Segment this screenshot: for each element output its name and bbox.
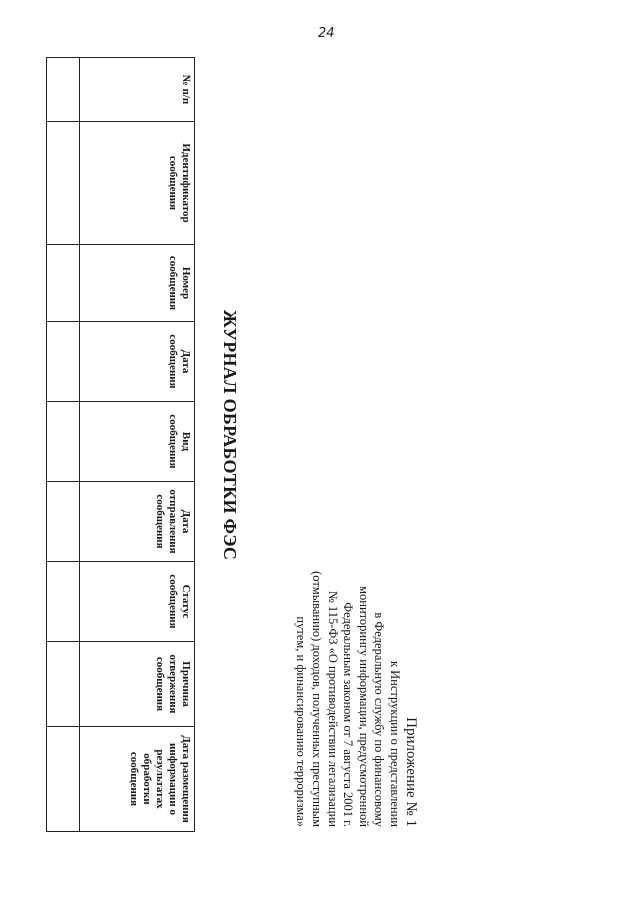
- table-cell: [47, 482, 80, 562]
- table-cell: [47, 402, 80, 482]
- column-header-send-date: Дата отправления сообщения: [80, 482, 195, 562]
- table-cell: [47, 245, 80, 322]
- appendix-line: к Инструкции о представлении: [388, 660, 402, 827]
- appendix-title: Приложение № 1: [403, 717, 419, 827]
- table-cell: [47, 322, 80, 402]
- table-cell: [47, 727, 80, 832]
- appendix-line: № 115-ФЗ «О противодействии легализации: [325, 590, 340, 827]
- column-header-message-date: Дата сообщения: [80, 322, 195, 402]
- column-header-number: № п/п: [80, 58, 195, 122]
- journal-title: ЖУРНАЛ ОБРАБОТКИ ФЭС: [220, 309, 240, 561]
- appendix-line: (отмыванию) доходов, полученных преступным: [310, 571, 325, 827]
- table-cell: [47, 642, 80, 727]
- table-row: [47, 58, 80, 832]
- table-header-row: [80, 58, 195, 832]
- column-header-identifier: Идентификатор сообщения: [80, 122, 195, 245]
- page-number: 24: [318, 26, 335, 41]
- appendix-line: путем, и финансированию терроризма»: [294, 616, 309, 827]
- column-header-rejection-reason: Причина отвержения сообщения: [80, 642, 195, 727]
- column-header-message-type: Вид сообщения: [80, 402, 195, 482]
- appendix-line: Федеральным законом от 7 августа 2001 г.: [341, 602, 356, 827]
- appendix-block: [293, 457, 420, 827]
- appendix-line: в Федеральную службу по финансовому: [372, 612, 387, 827]
- column-header-status: Статус сообщения: [80, 562, 195, 642]
- column-header-result-date: Дата размещения информации о результатах обработки сообщения: [80, 727, 195, 832]
- table-cell: [47, 58, 80, 122]
- table-cell: [47, 122, 80, 245]
- column-header-message-number: Номер сообщения: [80, 245, 195, 322]
- appendix-line: мониторингу информации, предусмотренной: [356, 586, 371, 827]
- table-cell: [47, 562, 80, 642]
- processing-log-table: [46, 57, 195, 832]
- rotated-page-content: [65, 25, 420, 845]
